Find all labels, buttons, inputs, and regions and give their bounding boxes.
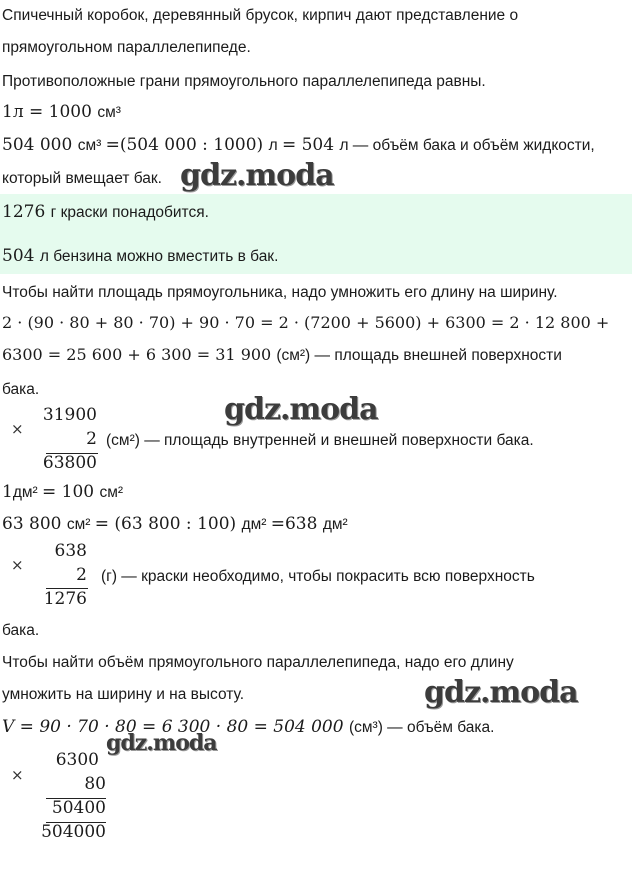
times-sign: × xyxy=(11,420,24,438)
watermark-logo: gdz.moda xyxy=(180,158,334,193)
text-line: прямоугольном параллелепипеде. xyxy=(2,39,251,56)
product: 63800 xyxy=(42,453,97,473)
watermark-logo: gdz.moda xyxy=(224,392,378,427)
formula-line: 2 · (90 · 80 + 80 · 70) + 90 · 70 = 2 · (7200 + 5600) + 6300 = 2 · 12 800 + xyxy=(2,313,610,332)
multiplier: 2 xyxy=(86,429,97,449)
text-line: Спичечный коробок, деревянный брусок, кирпич дают представление о xyxy=(2,7,519,24)
multiplicand: 31900 xyxy=(42,405,97,425)
calc-caption: (см²) — площадь внутренней и внешней поверхности бака. xyxy=(106,432,534,449)
multiplication-column-2 xyxy=(0,541,110,611)
formula-line: 504 000 см³ =(504 000 : 1000) л = 504 л — объём бака и объём жидкости, xyxy=(2,135,595,155)
times-sign: × xyxy=(11,766,24,784)
watermark-logo: gdz.moda xyxy=(106,730,217,756)
watermark-logo: gdz.moda xyxy=(424,675,578,710)
multiplicand: 6300 xyxy=(55,750,99,770)
text-line: бака. xyxy=(2,622,40,639)
multiplication-column-1 xyxy=(0,405,110,475)
partial-product: 50400 xyxy=(51,798,106,818)
multiplier: 2 xyxy=(76,565,87,585)
product: 1276 xyxy=(43,589,87,609)
text-line: Чтобы найти площадь прямоугольника, надо умножить его длину на ширину. xyxy=(2,284,558,301)
calc-caption: (г) — краски необходимо, чтобы покрасить всю поверхность xyxy=(101,568,535,585)
multiplicand: 638 xyxy=(54,541,87,561)
formula-line: 1дм² = 100 см² xyxy=(2,482,124,502)
answer-line: 1276 г краски понадобится. xyxy=(2,202,209,222)
formula-line: V = 90 · 70 · 80 = 6 300 · 80 = 504 000 (см³) — объём бака. xyxy=(2,717,495,737)
times-sign: × xyxy=(11,556,24,574)
formula-line: 6300 = 25 600 + 6 300 = 31 900 (см²) — площадь внешней поверхности xyxy=(2,345,562,364)
text-line: бака. xyxy=(2,381,40,398)
text-line: Противоположные грани прямоугольного параллелепипеда равны. xyxy=(2,73,486,90)
text-line: который вмещает бак. xyxy=(2,170,162,187)
multiplier: 80 xyxy=(84,774,106,794)
formula-line: 1л = 1000 см³ xyxy=(2,102,121,122)
text-line: умножить на ширину и на высоту. xyxy=(2,686,245,703)
answer-line: 504 л бензина можно вместить в бак. xyxy=(2,246,279,266)
product: 504000 xyxy=(41,822,106,842)
formula-line: 63 800 см² = (63 800 : 100) дм² =638 дм² xyxy=(2,514,348,534)
text-line: Чтобы найти объём прямоугольного параллелепипеда, надо его длину xyxy=(2,654,514,671)
multiplication-column-3 xyxy=(0,750,120,850)
